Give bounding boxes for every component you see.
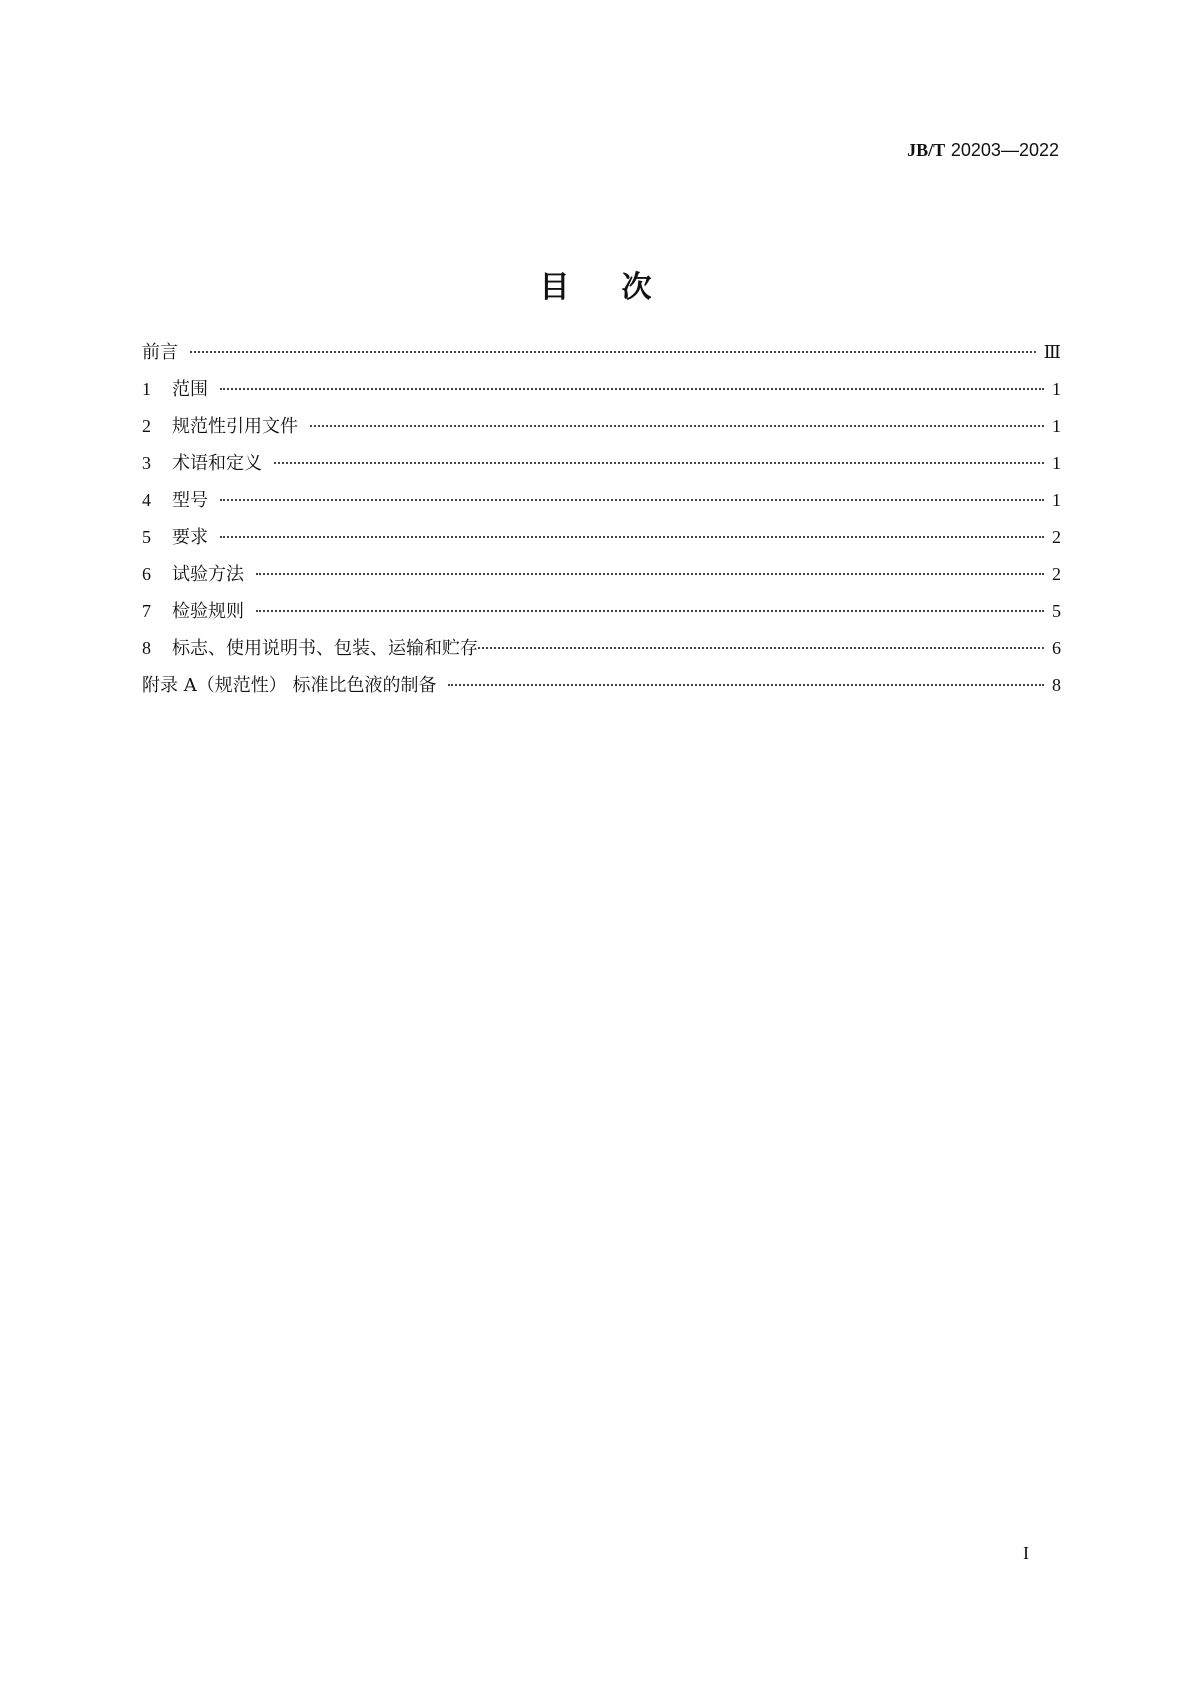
dot-leader bbox=[478, 647, 1044, 649]
toc-entry-number: 6 bbox=[142, 564, 151, 584]
toc-entry-title: 前言 bbox=[142, 342, 178, 363]
toc-entry-title: 要求 bbox=[172, 527, 208, 548]
toc-entry-foreword[interactable] bbox=[142, 338, 1061, 375]
standard-number: 20203—2022 bbox=[950, 140, 1059, 160]
dot-leader bbox=[220, 388, 1044, 390]
toc-entry-page: 1 bbox=[1052, 490, 1061, 510]
toc-entry-appendix-a[interactable] bbox=[142, 671, 1061, 708]
toc-entry-number: 3 bbox=[142, 453, 151, 473]
dot-leader bbox=[274, 462, 1044, 464]
toc-entry-1[interactable] bbox=[142, 375, 1061, 412]
toc-entry-page: 5 bbox=[1052, 601, 1061, 621]
toc-entry-page: 1 bbox=[1052, 379, 1061, 399]
page-number: I bbox=[1023, 1543, 1029, 1563]
toc-entry-title: 型号 bbox=[172, 490, 208, 511]
toc-entry-6[interactable] bbox=[142, 560, 1061, 597]
toc-entry-5[interactable] bbox=[142, 523, 1061, 560]
dot-leader bbox=[220, 536, 1044, 538]
toc-entry-number: 7 bbox=[142, 601, 151, 621]
dot-leader bbox=[256, 610, 1044, 612]
dot-leader bbox=[448, 684, 1044, 686]
toc-entry-7[interactable] bbox=[142, 597, 1061, 634]
toc-entry-title: 范围 bbox=[172, 379, 208, 400]
toc-entry-2[interactable] bbox=[142, 412, 1061, 449]
toc-entry-page: 1 bbox=[1052, 453, 1061, 473]
toc-entry-8[interactable] bbox=[142, 634, 1061, 671]
toc-entry-title: 术语和定义 bbox=[172, 453, 262, 474]
toc-entry-number: 5 bbox=[142, 527, 151, 547]
table-of-contents bbox=[142, 338, 1061, 708]
toc-entry-page: 8 bbox=[1052, 675, 1061, 695]
dot-leader bbox=[220, 499, 1044, 501]
toc-title: 目次 bbox=[539, 270, 704, 306]
toc-entry-page: 2 bbox=[1052, 564, 1061, 584]
toc-entry-3[interactable] bbox=[142, 449, 1061, 486]
standard-code bbox=[907, 140, 1059, 161]
toc-entry-4[interactable] bbox=[142, 486, 1061, 523]
toc-entry-title: 试验方法 bbox=[172, 564, 244, 585]
toc-entry-page: Ⅲ bbox=[1043, 342, 1061, 362]
toc-entry-page: 2 bbox=[1052, 527, 1061, 547]
standard-prefix: JB/T bbox=[907, 140, 946, 160]
dot-leader bbox=[310, 425, 1044, 427]
dot-leader bbox=[190, 351, 1036, 353]
toc-entry-title: 标志、使用说明书、包装、运输和贮存 bbox=[172, 638, 478, 659]
toc-entry-number: 8 bbox=[142, 638, 151, 658]
dot-leader bbox=[256, 573, 1044, 575]
toc-entry-title: 检验规则 bbox=[172, 601, 244, 622]
toc-entry-number: 2 bbox=[142, 416, 151, 436]
toc-entry-page: 6 bbox=[1052, 638, 1061, 658]
toc-entry-title: 附录 A（规范性） 标准比色液的制备 bbox=[142, 675, 437, 696]
toc-entry-number: 4 bbox=[142, 490, 151, 510]
toc-entry-title: 规范性引用文件 bbox=[172, 416, 298, 437]
toc-entry-number: 1 bbox=[142, 379, 151, 399]
toc-entry-page: 1 bbox=[1052, 416, 1061, 436]
